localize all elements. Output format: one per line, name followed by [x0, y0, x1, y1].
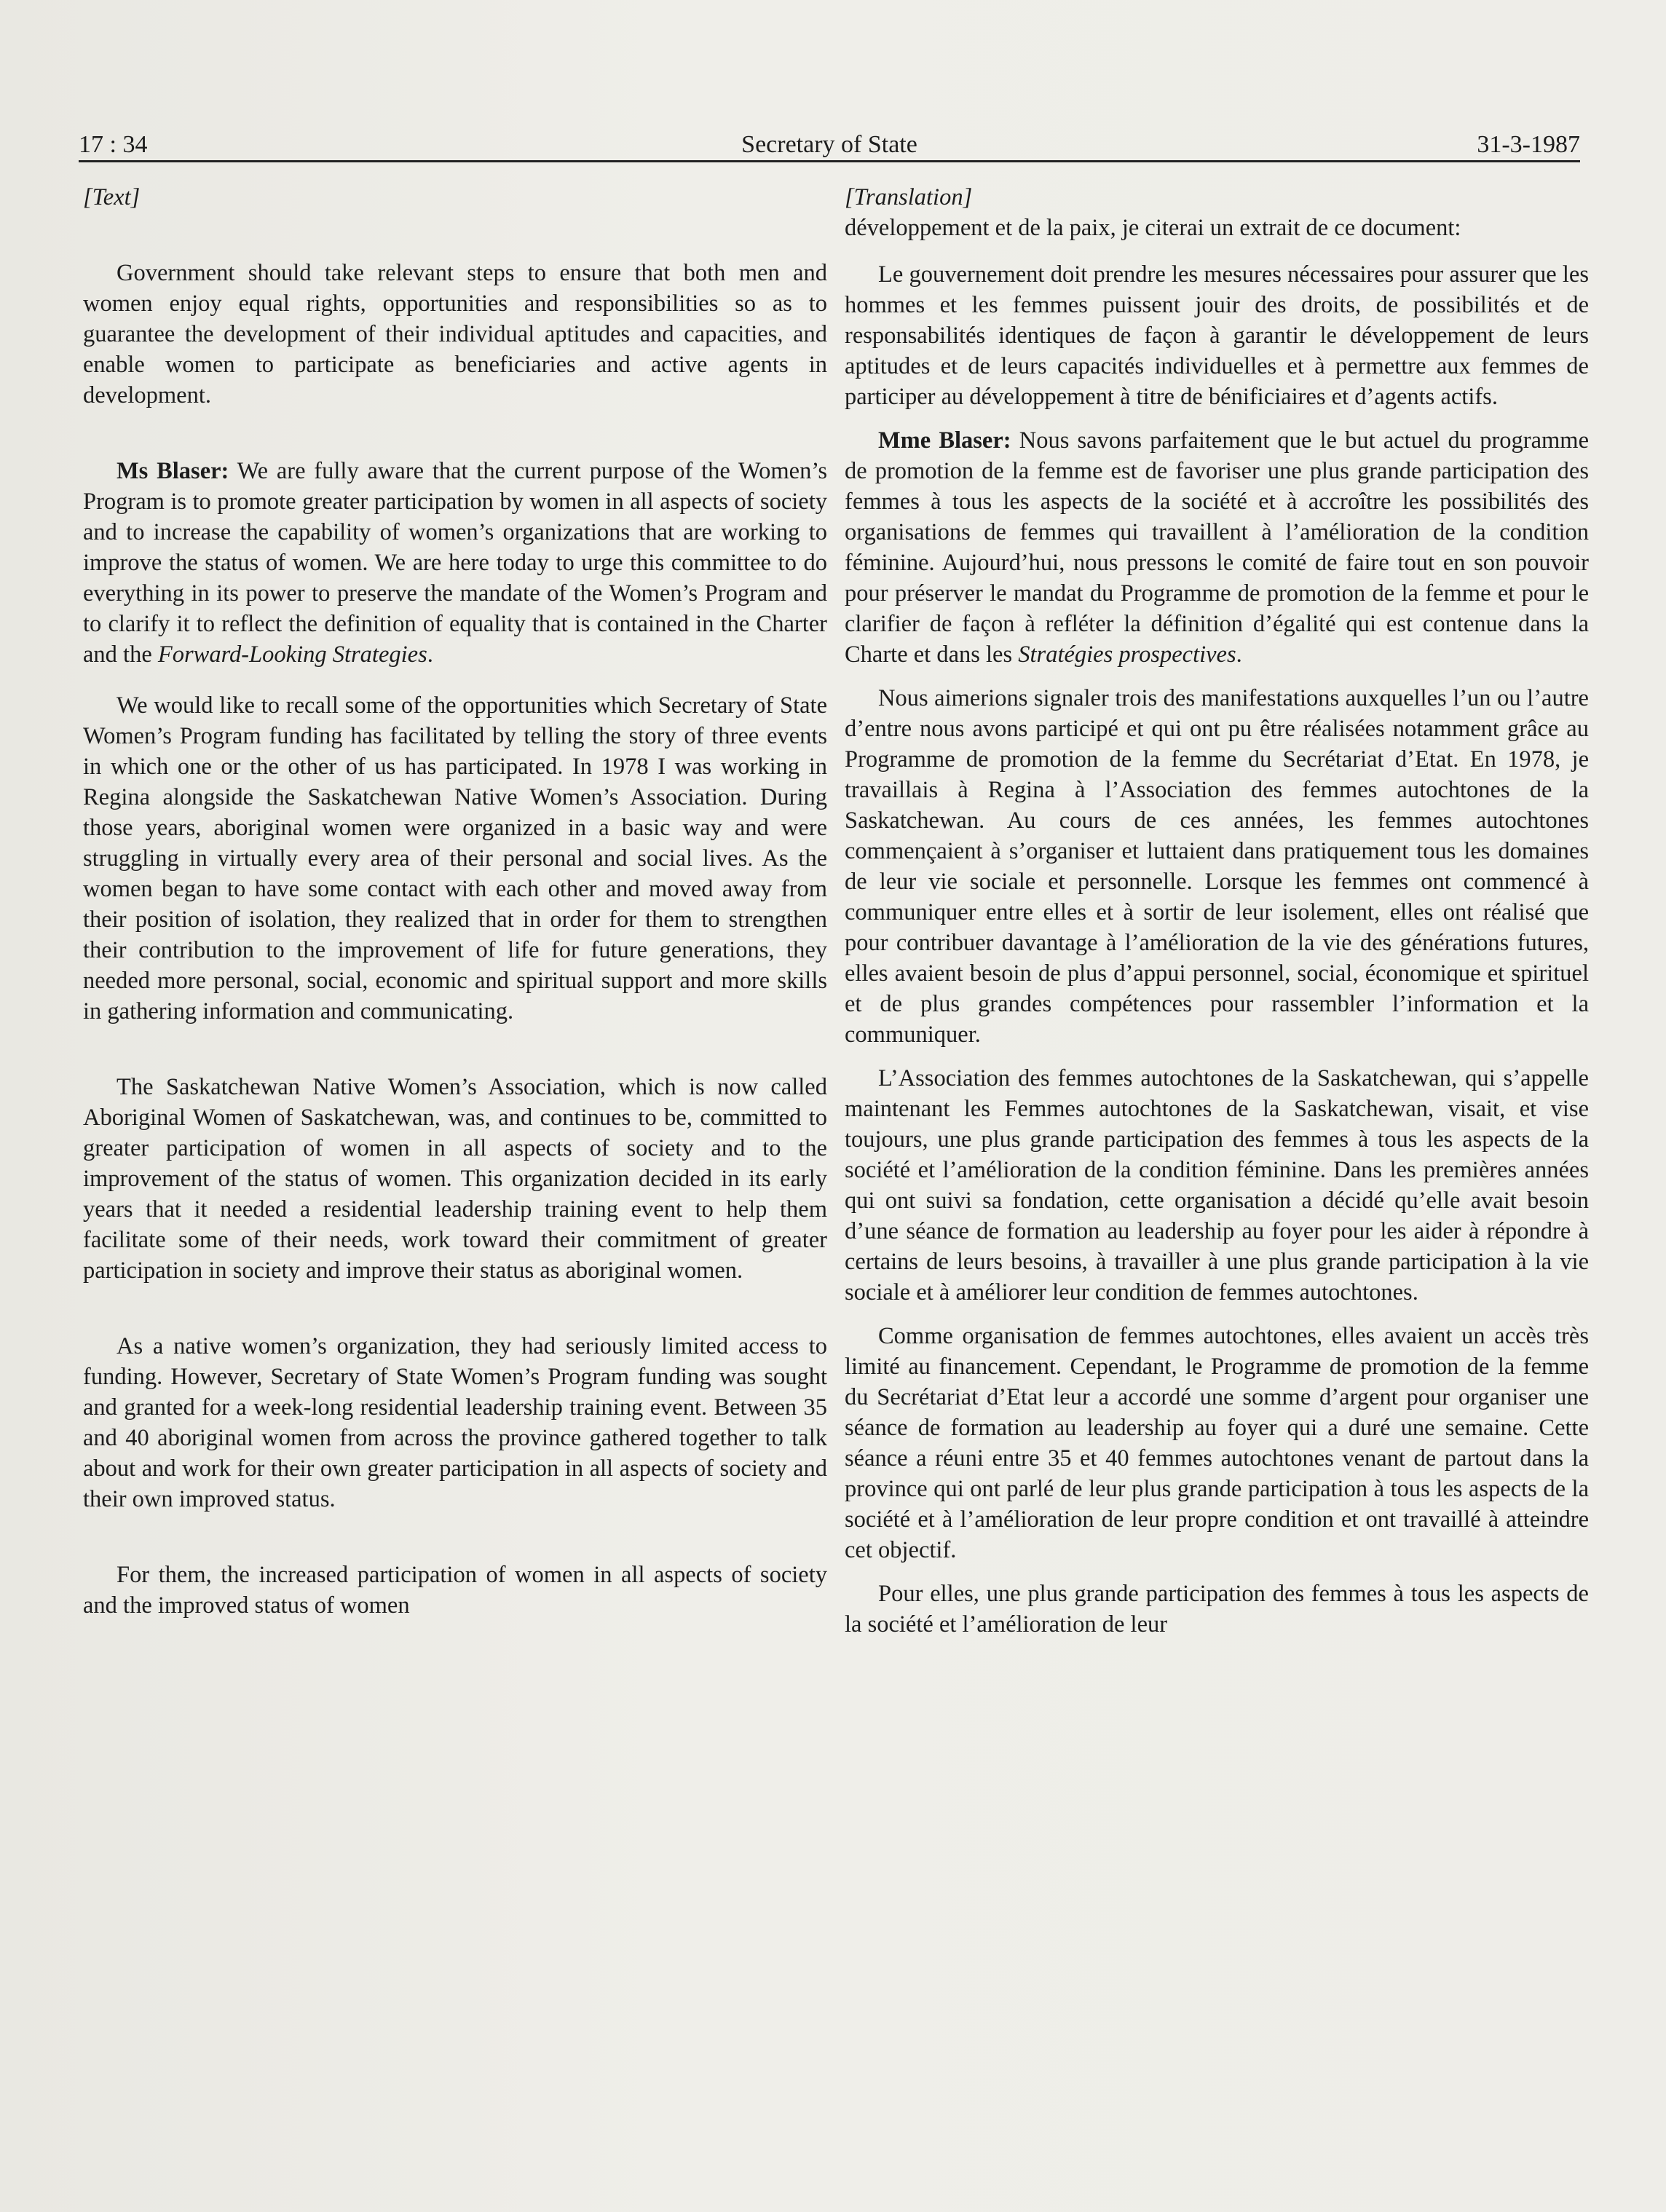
paragraph-quote: Government should take relevant steps to ensure that both men and women enjoy equal rights, opportunities and responsibilities so as to guarantee the development of their individual aptitudes and capacities, and enable women to participate as beneficiaries and active agents in development.: [83, 260, 827, 408]
page-title: Secretary of State: [741, 131, 917, 158]
translation-tag: [Translation]: [845, 184, 973, 210]
french-column: [845, 182, 1589, 2046]
paragraph-intro: développement et de la paix, je citerai un extrait de ce document:: [845, 215, 1461, 241]
page-number: 17 : 34: [79, 131, 148, 158]
text-tag: [Text]: [83, 184, 141, 210]
paragraph-recall: We would like to recall some of the opportunities which Secretary of State Women’s Program funding has facilitated by telling the story of three events in which one or the other of us has participated. In 1978 I was working in Regina alongside the Saskatchewan Native Women’s Association. During those years, aboriginal women were organized in a basic way and were struggling in virtually every area of their personal and social lives. As the women began to have some contact with each other and moved away from their position of isolation, they realized that in order for them to strengthen their contribution to the improvement of life for future generations, they needed more personal, social, economic and spiritual support and more skills in gathering information and communicating.: [83, 692, 827, 1024]
page-header: [79, 124, 1580, 160]
paragraph-funding-fr: Comme organisation de femmes autochtones, elles avaient un accès très limité au financement. Cependant, le Programme de promotion de la femme du Secrétariat d’Etat leur a accordé une somme d’argent pour organiser une séance de formation au leadership au foyer qui a duré une semaine. Cette séance a réuni entre 35 et 40 femmes autochtones venant de partout dans la province qui ont parlé de leur plus grande participation à tous les aspects de la société et à l’amélioration de leur propre condition et ont travaillé à atteindre cet objectif.: [845, 1323, 1589, 1563]
paragraph-end: .: [427, 641, 433, 668]
paragraph-citation: Le gouvernement doit prendre les mesures nécessaires pour assurer que les hommes et les femmes puissent jouir des droits, de possibilités et de responsabilités identiques de façon à garantir le développement de leurs aptitudes et de leurs capacités individuelles et à permettre aux femmes de participer au développement à titre de bénificiaires et d’agents actifs.: [845, 261, 1589, 410]
paragraph-participation: For them, the increased participation of women in all aspects of society and the improved status of women: [83, 1562, 827, 1619]
italic-title-fr: Stratégies prospectives: [1018, 641, 1236, 668]
italic-title: Forward-Looking Strategies: [157, 641, 427, 668]
paragraph-end-fr: .: [1236, 641, 1242, 668]
paragraph-blaser: [83, 456, 827, 670]
speaker-name-fr: Mme Blaser:: [878, 427, 1011, 454]
paragraph-text-fr: Nous savons parfaitement que le but actuel du programme de promotion de la femme est de favoriser une plus grande participation des femmes à tous les aspects de la société et à accroître les possibilités des organisations de femmes qui travaillent à l’amélioration de la condition féminine. Aujourd’hui, nous pressons le comité de faire tout en son pouvoir pour préserver le mandat du Programme de promotion de la femme et pour le clarifier de façon à refléter la définition d’égalité qui est contenue dans la Charte et dans les: [845, 427, 1590, 668]
page-date: 31-3-1987: [1477, 131, 1580, 158]
paragraph-recall-fr: Nous aimerions signaler trois des manifestations auxquelles l’un ou l’autre d’entre nous avons participé et qui ont pu être réalisées notamment grâce au Programme de promotion de la femme du Secrétariat d’Etat. En 1978, je travaillais à Regina à l’Association des femmes autochtones de la Saskatchewan. Au cours de ces années, les femmes autochtones commençaient à s’organiser et luttaient dans pratiquement tous les domaines de leur vie sociale et personnelle. Lorsque les femmes ont commencé à communiquer entre elles et à sortir de leur isolement, elles ont réalisé que pour contribuer davantage à l’amélioration de la vie des générations futures, elles avaient besoin de plus d’appui personnel, social, économique et spirituel et de plus grandes compétences pour rassembler l’information et la communiquer.: [845, 685, 1589, 1048]
paragraph-association: The Saskatchewan Native Women’s Association, which is now called Aboriginal Women of Saskatchewan, was, and continues to be, committed to greater participation of women in all aspects of society and to the improvement of the status of women. This organization decided in its early years that it needed a residential leadership training event to help them facilitate some of their needs, work toward their commitment of greater participation in society and improve their status as aboriginal women.: [83, 1074, 827, 1284]
paragraph-participation-fr: Pour elles, une plus grande participation des femmes à tous les aspects de la société et l’amélioration de leur: [845, 1581, 1589, 1638]
paragraph-text: We are fully aware that the current purpose of the Women’s Program is to promote greater participation by women in all aspects of society and to increase the capability of women’s organizations that are working to improve the status of women. We are here today to urge this committee to do everything in its power to preserve the mandate of the Women’s Program and to clarify it to reflect the definition of equality that is contained in the Charter and the: [83, 458, 827, 668]
paragraph-funding: As a native women’s organization, they had seriously limited access to funding. However, Secretary of State Women’s Program funding was sought and granted for a week-long residential leadership training event. Between 35 and 40 aboriginal women from across the province gathered together to talk about and work for their own greater participation in all aspects of society and their own improved status.: [83, 1333, 827, 1512]
speaker-name: Ms Blaser:: [117, 458, 229, 484]
header-rule: [79, 160, 1580, 162]
paragraph-blaser-fr: [845, 425, 1589, 670]
english-column: [83, 182, 827, 2046]
paragraph-association-fr: L’Association des femmes autochtones de la Saskatchewan, qui s’appelle maintenant les Femmes autochtones de la Saskatchewan, visait, et vise toujours, une plus grande participation des femmes à tous les aspects de la société et l’amélioration de la condition féminine. Dans les premières années qui ont suivi sa fondation, cette organisation a décidé qu’elle avait besoin d’une séance de formation au leadership au foyer pour les aider à répondre à certains de leurs besoins, à travailler à une plus grande participation à la vie sociale et à améliorer leur condition de femmes autochtones.: [845, 1065, 1589, 1306]
